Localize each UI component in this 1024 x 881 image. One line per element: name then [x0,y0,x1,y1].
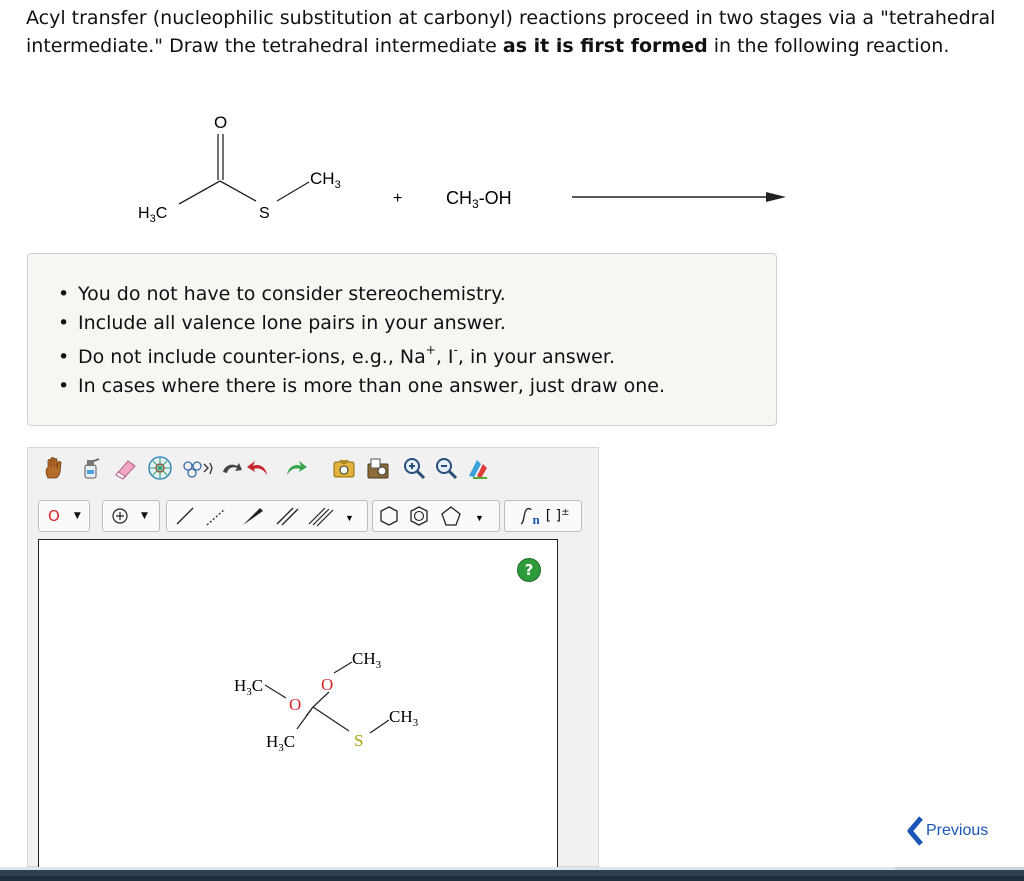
canvas-sulfur: S [354,731,364,750]
instructions-box [27,253,777,426]
plus-sign: + [393,190,403,207]
reactant-ch3-label: $CH_3$ [310,169,341,191]
chevron-down-icon: ▼ [141,511,148,521]
bottom-bar [0,867,1024,881]
chevron-left-icon [906,816,926,846]
template-icon[interactable] [146,454,174,482]
bond-tools-icons [169,503,365,529]
reaction-scheme [0,100,820,240]
previous-label: Previous [926,822,989,839]
chevron-down-icon: ▼ [73,511,81,521]
import-icon[interactable] [330,454,358,482]
bracket-charge: ± [561,506,570,518]
undo-icon[interactable] [244,454,272,482]
clean-structure-icon[interactable] [218,454,246,482]
instruction-item: • In cases where there is more than one answer, just draw one. [78,372,665,401]
reactant-carbonyl-oxygen: O [214,113,228,132]
bracket-label: [ ] [545,508,562,524]
drawing-canvas[interactable] [38,539,558,869]
instruction-item: • You do not have to consider stereochemistry. [78,280,665,309]
sgroup-n-label: n [532,512,540,527]
svg-text:▼: ▼ [345,513,354,523]
instruction-item: • Do not include counter-ions, e.g., Na+, I-, in your answer. [78,343,665,372]
help-button[interactable]: ? [517,558,541,582]
molecule-editor [27,447,599,867]
question-emphasis: as it is first formed [502,35,708,57]
zoom-out-icon[interactable] [432,454,460,482]
sgroup-bracket-tools[interactable] [504,500,582,532]
bond-tools[interactable] [166,500,368,532]
eraser-bottle-icon[interactable] [76,454,104,482]
svg-text:▼: ▼ [475,513,484,523]
ring-tools-icons [375,503,497,529]
export-icon[interactable] [364,454,392,482]
methanol-label: $CH_3-OH$ [446,188,512,211]
charge-plus-icon [111,507,129,525]
reactant-h3c-label: $H_3C$ [138,205,168,225]
question-text: Acyl transfer (nucleophilic substitution at carbonyl) reactions proceed in two stages via a "tetrahedral intermediate." Draw the tetrahedral intermediate as it is first formed in the following reaction. [26,7,996,57]
hand-tool-icon[interactable] [40,454,68,482]
ring-tools[interactable] [372,500,500,532]
canvas-h3c-bottom: $H_3C$ [266,732,296,754]
color-atoms-icon[interactable] [464,454,492,482]
canvas-h3c-top: $H_3C$ [234,676,264,698]
charge-selector[interactable] [102,500,160,532]
reactant-sulfur: S [259,205,270,222]
redo-icon[interactable] [282,454,310,482]
zoom-in-icon[interactable] [400,454,428,482]
canvas-ch3-top: $CH_3$ [352,649,382,671]
previous-button[interactable] [906,816,988,846]
eraser-icon[interactable] [112,454,140,482]
atom-selector-value: O [48,507,60,525]
atom-selector[interactable] [38,500,90,532]
canvas-ch3-right: $CH_3$ [389,707,419,729]
canvas-hydroxyl-oxygen: O [321,675,334,694]
rings-template-icon[interactable] [180,454,214,482]
instruction-item: • Include all valence lone pairs in your answer. [78,309,665,338]
drawn-structure [39,540,559,870]
canvas-methoxy-oxygen: O [289,695,302,714]
